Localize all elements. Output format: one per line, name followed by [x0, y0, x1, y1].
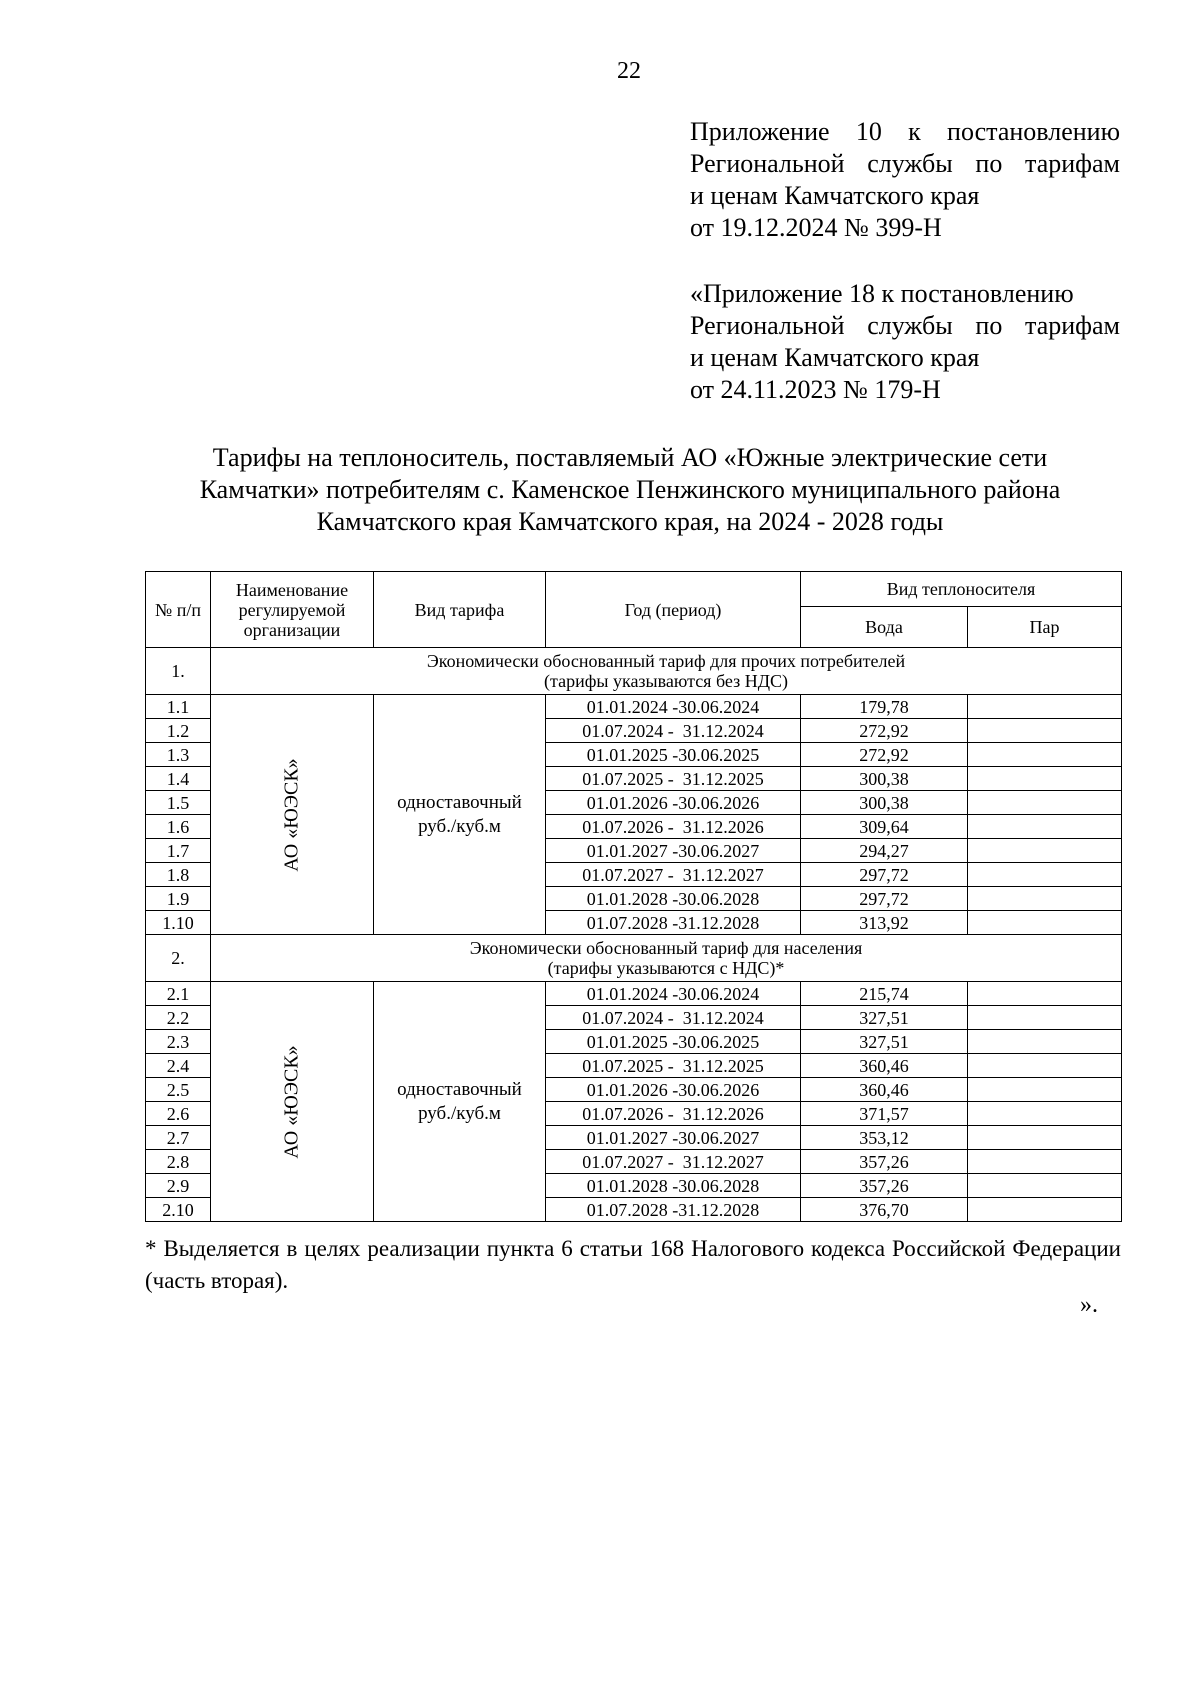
- header-period: Год (период): [546, 572, 801, 648]
- steam-tariff-cell: [968, 863, 1122, 887]
- tariff-type: одноставочный: [397, 1078, 522, 1100]
- section-num: 2.: [146, 935, 211, 982]
- period-cell: 01.07.2024 - 31.12.2024: [546, 1006, 801, 1030]
- period-cell: 01.01.2027 -30.06.2027: [546, 1126, 801, 1150]
- row-num: 1.3: [146, 743, 211, 767]
- row-num: 2.6: [146, 1102, 211, 1126]
- period-cell: 01.07.2026 - 31.12.2026: [546, 1102, 801, 1126]
- water-tariff-cell: 297,72: [801, 863, 968, 887]
- tariff-unit: руб./куб.м: [418, 815, 501, 837]
- title-line: Тарифы на теплоноситель, поставляемый АО «Южные электрические сети: [212, 443, 1048, 472]
- period-cell: 01.07.2026 - 31.12.2026: [546, 815, 801, 839]
- period-cell: 01.07.2028 -31.12.2028: [546, 911, 801, 935]
- row-num: 1.10: [146, 911, 211, 935]
- header-carrier: Вид теплоносителя: [801, 572, 1122, 607]
- steam-tariff-cell: [968, 1126, 1122, 1150]
- row-num: 1.9: [146, 887, 211, 911]
- water-tariff-cell: 371,57: [801, 1102, 968, 1126]
- row-num: 1.2: [146, 719, 211, 743]
- water-tariff-cell: 300,38: [801, 791, 968, 815]
- appendix-line: Региональной службы по тарифам: [690, 311, 1120, 340]
- row-num: 2.7: [146, 1126, 211, 1150]
- period-cell: 01.07.2025 - 31.12.2025: [546, 767, 801, 791]
- header-row: [146, 572, 1122, 607]
- water-tariff-cell: 272,92: [801, 719, 968, 743]
- appendix-reference-current: [690, 116, 1120, 244]
- appendix-reference-previous: [690, 278, 1120, 406]
- appendix-line: и ценам Камчатского края: [690, 181, 980, 210]
- steam-tariff-cell: [968, 982, 1122, 1006]
- steam-tariff-cell: [968, 815, 1122, 839]
- period-cell: 01.01.2025 -30.06.2025: [546, 743, 801, 767]
- tariff-unit: руб./куб.м: [418, 1102, 501, 1124]
- steam-tariff-cell: [968, 743, 1122, 767]
- steam-tariff-cell: [968, 1054, 1122, 1078]
- steam-tariff-cell: [968, 1006, 1122, 1030]
- steam-tariff-cell: [968, 887, 1122, 911]
- water-tariff-cell: 357,26: [801, 1174, 968, 1198]
- period-cell: 01.07.2027 - 31.12.2027: [546, 1150, 801, 1174]
- appendix-line: от 19.12.2024 № 399-Н: [690, 213, 942, 242]
- period-cell: 01.07.2025 - 31.12.2025: [546, 1054, 801, 1078]
- appendix-line: «Приложение 18 к постановлению: [690, 279, 1074, 308]
- period-cell: 01.01.2024 -30.06.2024: [546, 695, 801, 719]
- section-title: [211, 935, 1122, 982]
- row-num: 1.5: [146, 791, 211, 815]
- water-tariff-cell: 272,92: [801, 743, 968, 767]
- org-name-cell: [211, 695, 374, 935]
- steam-tariff-cell: [968, 1030, 1122, 1054]
- section-row: [146, 648, 1122, 695]
- period-cell: 01.07.2027 - 31.12.2027: [546, 863, 801, 887]
- table-row: [146, 982, 1122, 1006]
- water-tariff-cell: 300,38: [801, 767, 968, 791]
- water-tariff-cell: 215,74: [801, 982, 968, 1006]
- steam-tariff-cell: [968, 1078, 1122, 1102]
- period-cell: 01.07.2028 -31.12.2028: [546, 1198, 801, 1222]
- period-cell: 01.01.2026 -30.06.2026: [546, 791, 801, 815]
- row-num: 2.1: [146, 982, 211, 1006]
- steam-tariff-cell: [968, 719, 1122, 743]
- header-steam: Пар: [968, 607, 1122, 648]
- row-num: 2.2: [146, 1006, 211, 1030]
- water-tariff-cell: 360,46: [801, 1078, 968, 1102]
- row-num: 2.9: [146, 1174, 211, 1198]
- steam-tariff-cell: [968, 695, 1122, 719]
- closing-quote-mark: ».: [1080, 1292, 1098, 1318]
- water-tariff-cell: 297,72: [801, 887, 968, 911]
- title-line: Камчатского края Камчатского края, на 2024 - 2028 годы: [316, 507, 944, 536]
- water-tariff-cell: 353,12: [801, 1126, 968, 1150]
- period-cell: 01.01.2028 -30.06.2028: [546, 887, 801, 911]
- header-water: Вода: [801, 607, 968, 648]
- period-cell: 01.01.2025 -30.06.2025: [546, 1030, 801, 1054]
- header-num: № п/п: [146, 572, 211, 648]
- water-tariff-cell: 327,51: [801, 1006, 968, 1030]
- water-tariff-cell: 294,27: [801, 839, 968, 863]
- water-tariff-cell: 313,92: [801, 911, 968, 935]
- document-title: [130, 442, 1130, 538]
- appendix-line: и ценам Камчатского края: [690, 343, 980, 372]
- period-cell: 01.01.2024 -30.06.2024: [546, 982, 801, 1006]
- tariff-type-cell: [374, 982, 546, 1222]
- water-tariff-cell: 327,51: [801, 1030, 968, 1054]
- period-cell: 01.01.2026 -30.06.2026: [546, 1078, 801, 1102]
- tariff-table: [145, 571, 1122, 1222]
- steam-tariff-cell: [968, 791, 1122, 815]
- steam-tariff-cell: [968, 1150, 1122, 1174]
- row-num: 2.10: [146, 1198, 211, 1222]
- water-tariff-cell: 179,78: [801, 695, 968, 719]
- title-line: Камчатки» потребителям с. Каменское Пенжинского муниципального района: [199, 475, 1061, 504]
- period-cell: 01.01.2028 -30.06.2028: [546, 1174, 801, 1198]
- section-title-line: (тарифы указываются без НДС): [544, 671, 788, 691]
- section-num: 1.: [146, 648, 211, 695]
- appendix-line: Региональной службы по тарифам: [690, 149, 1120, 178]
- header-tariff-type: Вид тарифа: [374, 572, 546, 648]
- steam-tariff-cell: [968, 911, 1122, 935]
- row-num: 2.4: [146, 1054, 211, 1078]
- section-title-line: Экономически обоснованный тариф для прочих потребителей: [426, 651, 906, 671]
- row-num: 1.4: [146, 767, 211, 791]
- header-org: Наименование регулируемой организации: [211, 572, 374, 648]
- section-title: [211, 648, 1122, 695]
- table-row: [146, 695, 1122, 719]
- footnote: * Выделяется в целях реализации пункта 6 статьи 168 Налогового кодекса Российской Федерации (часть вторая).: [145, 1236, 1121, 1293]
- water-tariff-cell: 309,64: [801, 815, 968, 839]
- row-num: 2.5: [146, 1078, 211, 1102]
- steam-tariff-cell: [968, 767, 1122, 791]
- org-name: АО «ЮЭСК»: [281, 757, 303, 872]
- org-name-cell: [211, 982, 374, 1222]
- tariff-type: одноставочный: [397, 791, 522, 813]
- section-title-line: Экономически обоснованный тариф для населения: [469, 938, 863, 958]
- steam-tariff-cell: [968, 839, 1122, 863]
- row-num: 1.1: [146, 695, 211, 719]
- row-num: 1.6: [146, 815, 211, 839]
- appendix-line: от 24.11.2023 № 179-Н: [690, 375, 941, 404]
- steam-tariff-cell: [968, 1198, 1122, 1222]
- page-number: 22: [617, 58, 641, 84]
- row-num: 2.8: [146, 1150, 211, 1174]
- period-cell: 01.01.2027 -30.06.2027: [546, 839, 801, 863]
- row-num: 2.3: [146, 1030, 211, 1054]
- appendix-line: Приложение 10 к постановлению: [690, 117, 1120, 146]
- water-tariff-cell: 357,26: [801, 1150, 968, 1174]
- tariff-type-cell: [374, 695, 546, 935]
- steam-tariff-cell: [968, 1174, 1122, 1198]
- row-num: 1.8: [146, 863, 211, 887]
- water-tariff-cell: 360,46: [801, 1054, 968, 1078]
- org-name: АО «ЮЭСК»: [281, 1044, 303, 1159]
- section-title-line: (тарифы указываются с НДС)*: [547, 958, 785, 978]
- section-row: [146, 935, 1122, 982]
- water-tariff-cell: 376,70: [801, 1198, 968, 1222]
- steam-tariff-cell: [968, 1102, 1122, 1126]
- row-num: 1.7: [146, 839, 211, 863]
- period-cell: 01.07.2024 - 31.12.2024: [546, 719, 801, 743]
